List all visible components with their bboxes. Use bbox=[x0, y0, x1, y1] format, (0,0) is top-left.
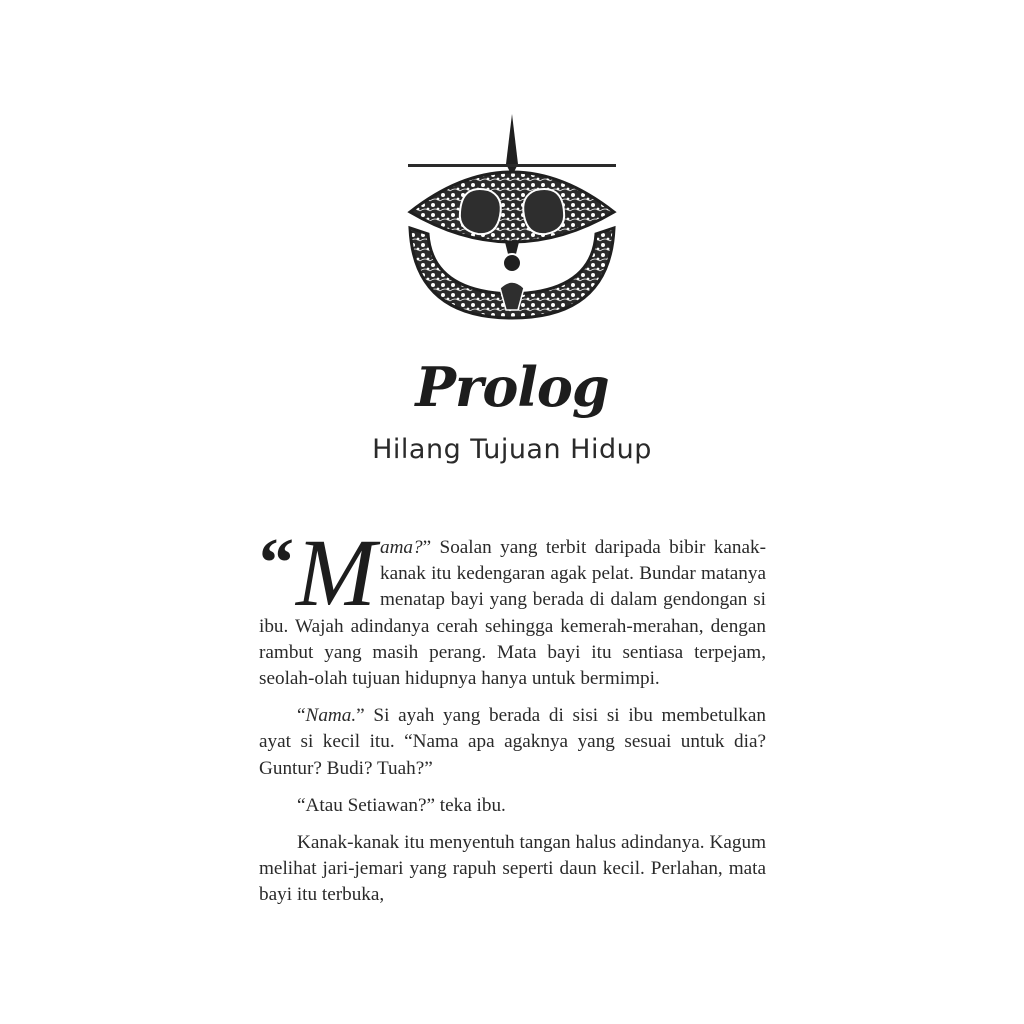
paragraph-1 bbox=[259, 519, 766, 692]
paragraph-2-quote: “ bbox=[297, 705, 306, 727]
opening-quote-mark: “ bbox=[259, 525, 294, 602]
drop-cap: M bbox=[296, 519, 376, 626]
paragraph-1-text: ” Soalan yang terbit daripada bibir kanak-kanak itu kedengaran agak pelat. Bundar matanya menatap bayi yang berada di dalam gendongan si ibu. Wajah adindanya cerah sehingga kemerah-merahan, dengan rambut yang masih perang. Mata bayi itu sentiasa terpejam, seolah-olah tujuan hidupnya hanya untuk bermimpi. bbox=[259, 537, 766, 690]
paragraph-4: Kanak-kanak itu menyentuh tangan halus adindanya. Kagum melihat jari-jemari yang rapuh seperti daun kecil. Perlahan, mata bayi itu terbuka, bbox=[259, 832, 766, 906]
chapter-label: Prolog bbox=[415, 355, 609, 419]
wayang-gunungan-ornament-icon bbox=[400, 112, 624, 324]
paragraph-2-text: ” Si ayah yang berada di sisi si ibu membetulkan ayat si kecil itu. “Nama apa agaknya yang sesuai untuk dia? Guntur? Budi? Tuah?” bbox=[259, 705, 766, 779]
paragraph-3: “Atau Setiawan?” teka ibu. bbox=[297, 794, 506, 816]
body-text bbox=[259, 519, 766, 920]
paragraph-2 bbox=[259, 703, 766, 782]
chapter-title: Hilang Tujuan Hidup bbox=[372, 434, 652, 465]
paragraph-2-italic: Nama. bbox=[305, 705, 357, 727]
italic-lead: ama? bbox=[379, 537, 423, 558]
